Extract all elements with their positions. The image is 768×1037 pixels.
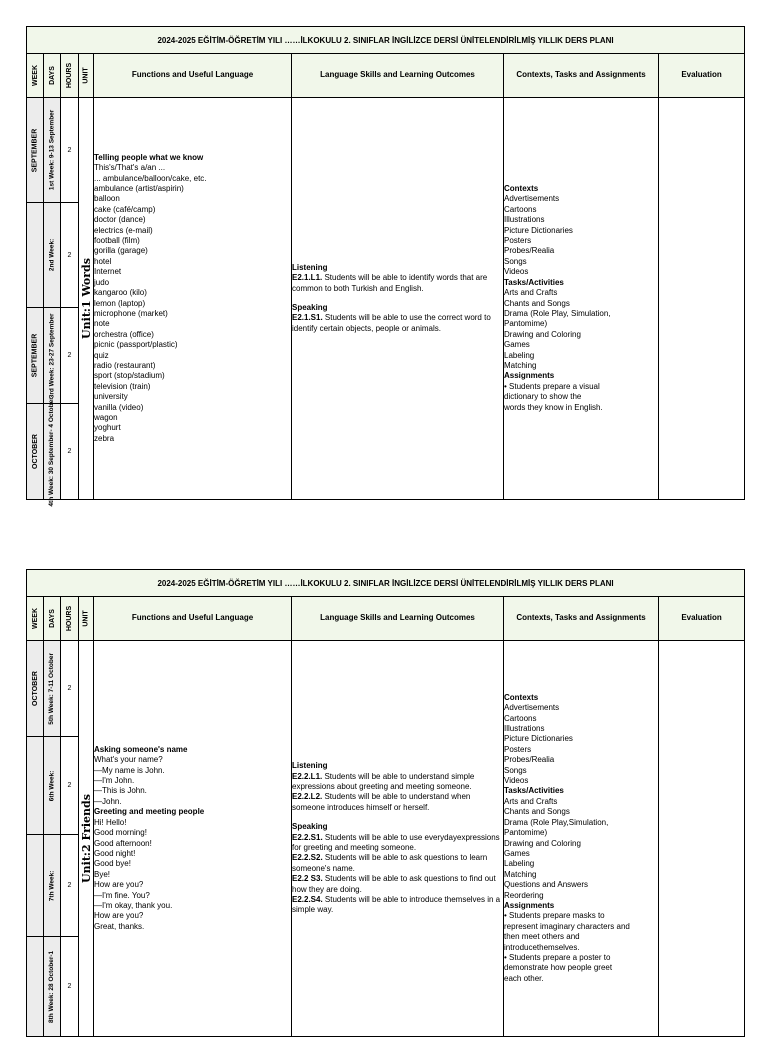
learning-outcome [292, 273, 503, 294]
evaluation-header: Evaluation [681, 613, 722, 623]
week-dates: 4th Week: 30 September- 4 October [48, 396, 56, 507]
skills-header: Language Skills and Learning Outcomes [320, 613, 475, 623]
content-line: radio (restaurant) [94, 360, 156, 370]
content-line: hotel [94, 256, 112, 266]
content-line: Cartoons [504, 713, 537, 723]
content-line: note [94, 319, 110, 329]
hours-value: 2 [61, 937, 79, 1037]
outcome-text: Students will be able to introduce themselves in a simple way. [292, 895, 501, 915]
functions-cell [94, 98, 292, 500]
outcome-code: E2.1.L1. [292, 273, 323, 283]
content-line: Videos [504, 267, 529, 277]
learning-outcome [292, 792, 503, 813]
content-line: microphone (market) [94, 308, 168, 318]
unit-header: UNIT [82, 610, 90, 627]
spacer [292, 294, 503, 303]
content-line: represent imaginary characters and [504, 921, 630, 931]
content-line: demonstrate how people greet [504, 963, 613, 973]
content-line: Matching [504, 869, 537, 879]
week-dates: 3rd Week: 23-27 September [48, 313, 56, 398]
functions-cell [94, 641, 292, 1037]
section-heading: Contexts [504, 184, 539, 194]
content-line: Drama (Role Play,Simulation, [504, 817, 609, 827]
hours-value: 2 [61, 203, 79, 308]
content-line: Advertisements [504, 703, 560, 713]
content-line: —My name is John. [94, 765, 165, 775]
hours-value: 2 [61, 737, 79, 835]
content-line: Games [504, 340, 530, 350]
plan-title: 2024-2025 EĞİTİM-ÖĞRETİM YILI ……İLKOKULU 2. SINIFLAR İNGİLİZCE DERSİ ÜNİTELENDİRİLMİŞ YILLIK DERS PLANI [27, 27, 745, 54]
section-heading: Contexts [504, 692, 539, 702]
spacer [292, 813, 503, 822]
functions-header: Functions and Useful Language [131, 70, 254, 80]
content-line: Pantomime) [504, 319, 548, 329]
content-line: Videos [504, 776, 529, 786]
learning-outcome [292, 772, 503, 793]
content-line: Bye! [94, 869, 111, 879]
content-line: each other. [504, 973, 544, 983]
content-line: —I'm John. [94, 776, 135, 786]
learning-outcome [292, 874, 503, 895]
content-line: yoghurt [94, 423, 121, 433]
section-heading: Tasks/Activities [504, 277, 564, 287]
content-line: Reordering [504, 890, 544, 900]
content-line: doctor (dance) [94, 215, 146, 225]
content-line: then meet others and [504, 932, 580, 942]
content-line: television (train) [94, 381, 151, 391]
outcome-code: E2.2.S2. [292, 853, 323, 863]
content-line: Labeling [504, 859, 535, 869]
learning-outcome [292, 853, 503, 874]
unit-title: Unit:2 Friends [79, 794, 93, 883]
content-line: Questions and Answers [504, 880, 589, 890]
content-line: —I'm okay, thank you. [94, 900, 173, 910]
section-heading: Telling people what we know [94, 152, 204, 162]
content-line: Advertisements [504, 194, 560, 204]
content-line: Arts and Crafts [504, 796, 558, 806]
outcome-code: E2.2 S3. [292, 874, 323, 884]
content-line: Probes/Realia [504, 755, 555, 765]
evaluation-cell [659, 98, 745, 500]
content-line: ... ambulance/balloon/cake, etc. [94, 173, 207, 183]
content-line: Internet [94, 267, 122, 277]
functions-header: Functions and Useful Language [131, 613, 254, 623]
month-label: SEPTEMBER [31, 128, 39, 172]
skill-heading: Speaking [292, 303, 328, 312]
week-header: WEEK [31, 608, 39, 629]
unit-header: UNIT [82, 67, 90, 84]
outcome-code: E2.2.L2. [292, 792, 323, 802]
hours-value: 2 [61, 404, 79, 500]
content-line: Chants and Songs [504, 298, 570, 308]
outcome-text: Students will be able to understand simple expressions about greeting and meeting someone. [292, 771, 475, 791]
month-label: SEPTEMBER [31, 333, 39, 378]
content-line: Illustrations [504, 215, 545, 225]
outcome-text: Students will be able to ask questions to learn someone's name. [292, 853, 488, 873]
content-line: Good night! [94, 848, 136, 858]
content-line: orchestra (office) [94, 329, 154, 339]
section-heading: Assignments [504, 900, 555, 910]
content-line: Songs [504, 256, 527, 266]
content-line: cake (café/camp) [94, 204, 156, 214]
content-line: gorilla (garage) [94, 246, 148, 256]
section-heading: Greeting and meeting people [94, 807, 205, 817]
skill-heading: Speaking [292, 822, 328, 832]
content-line: university [94, 392, 128, 402]
contexts-cell [504, 98, 659, 500]
week-dates: 8th Week: 28 October-1 [48, 950, 56, 1023]
content-line: Games [504, 848, 530, 858]
outcome-text: Students will be able to understand when someone introduces himself or herself. [292, 792, 471, 812]
skill-heading: Listening [292, 262, 328, 272]
outcome-text: Students will be able to identify words that are common to both Turkish and English. [292, 273, 488, 293]
section-heading: Assignments [504, 371, 555, 381]
evaluation-header: Evaluation [681, 70, 722, 80]
content-line: —I'm fine. You? [94, 890, 150, 900]
content-line: wagon [94, 412, 118, 422]
outcome-code: E2.2.L1. [292, 771, 323, 781]
plan-title: 2024-2025 EĞİTİM-ÖĞRETİM YILI ……İLKOKULU 2. SINIFLAR İNGİLİZCE DERSİ ÜNİTELENDİRİLMİŞ YILLIK DERS PLANI [27, 570, 745, 597]
outcome-code: E2.2.S4. [292, 895, 323, 905]
outcome-text: Students will be able to ask questions to find out how they are doing. [292, 874, 496, 894]
learning-outcome [292, 833, 503, 854]
content-line: Songs [504, 765, 527, 775]
content-line: Chants and Songs [504, 807, 570, 817]
section-heading: Tasks/Activities [504, 786, 564, 796]
week-header: WEEK [31, 65, 39, 86]
evaluation-cell [659, 641, 745, 1037]
hours-value: 2 [61, 835, 79, 937]
content-line: Drama (Role Play, Simulation, [504, 308, 611, 318]
content-line: electrics (e-mail) [94, 225, 153, 235]
content-line: How are you? [94, 911, 144, 921]
week-dates: 6th Week: [48, 770, 56, 801]
section-heading: Asking someone's name [94, 744, 188, 754]
content-line: lemon (laptop) [94, 298, 146, 308]
content-line: dictionary to show the [504, 392, 582, 402]
hours-value: 2 [61, 308, 79, 404]
content-line: Drawing and Coloring [504, 838, 581, 848]
content-line: • Students prepare masks to [504, 911, 605, 921]
content-line: Posters [504, 236, 532, 246]
content-line: vanilla (video) [94, 402, 144, 412]
content-line: —This is John. [94, 786, 147, 796]
content-line: What's your name? [94, 755, 163, 765]
content-line: sport (stop/stadium) [94, 371, 165, 381]
month-label: OCTOBER [31, 671, 39, 706]
content-line: How are you? [94, 880, 144, 890]
content-line: Illustrations [504, 724, 545, 734]
week-dates: 5th Week: 7-11 October [48, 652, 56, 725]
contexts-cell [504, 641, 659, 1037]
content-line: football (film) [94, 236, 140, 246]
content-line: Arts and Crafts [504, 288, 558, 298]
content-line: Pantomime) [504, 828, 548, 838]
hours-header: HOURS [66, 62, 73, 89]
content-line: judo [94, 277, 110, 287]
content-line: • Students prepare a visual [504, 381, 600, 391]
content-line: Good morning! [94, 828, 147, 838]
content-line: Picture Dictionaries [504, 734, 573, 744]
content-line: Drawing and Coloring [504, 329, 581, 339]
learning-outcome [292, 895, 503, 916]
content-line: words they know in English. [504, 402, 603, 412]
content-line: Labeling [504, 350, 535, 360]
week-dates: 2nd Week: [48, 238, 56, 272]
content-line: This's/That's a/an ... [94, 163, 166, 173]
content-line: Picture Dictionaries [504, 225, 573, 235]
content-line: picnic (passport/plastic) [94, 340, 178, 350]
month-label: OCTOBER [31, 434, 39, 469]
unit-title: Unit:1 Words [79, 258, 93, 339]
outcome-text: Students will be able to use the correct word to identify certain objects, people or animals. [292, 313, 491, 333]
hours-value: 2 [61, 98, 79, 203]
content-line: Cartoons [504, 204, 537, 214]
plan-table-2 [26, 569, 745, 1037]
outcome-code: E2.1.S1. [292, 313, 323, 323]
content-line: ambulance (artist/aspirin) [94, 184, 184, 194]
contexts-header: Contexts, Tasks and Assignments [516, 70, 646, 80]
content-line: Hi! Hello! [94, 817, 127, 827]
outcome-text: Students will be able to use everydayexpressions for greeting and meeting someone. [292, 832, 500, 852]
content-line: balloon [94, 194, 120, 204]
content-line: kangaroo (kilo) [94, 288, 147, 298]
skill-heading: Listening [292, 761, 328, 771]
content-line: Matching [504, 360, 537, 370]
content-line: introducethemselves. [504, 942, 580, 952]
hours-value: 2 [61, 641, 79, 737]
week-dates: 7th Week: [48, 870, 56, 901]
content-line: —John. [94, 796, 122, 806]
days-header: DAYS [48, 609, 56, 628]
skills-cell [292, 641, 504, 1037]
content-line: Good bye! [94, 859, 131, 869]
week-dates: 1st Week: 9-13 September [48, 109, 56, 191]
plan-table-1 [26, 26, 745, 507]
outcome-code: E2.2.S1. [292, 832, 323, 842]
contexts-header: Contexts, Tasks and Assignments [516, 613, 646, 623]
content-line: zebra [94, 433, 115, 443]
content-line: Posters [504, 744, 532, 754]
content-line: quiz [94, 350, 109, 360]
content-line: Probes/Realia [504, 246, 555, 256]
learning-outcome [292, 313, 503, 334]
content-line: Good afternoon! [94, 838, 152, 848]
hours-header: HOURS [66, 605, 73, 632]
content-line: • Students prepare a poster to [504, 952, 611, 962]
content-line: Great, thanks. [94, 921, 145, 931]
skills-header: Language Skills and Learning Outcomes [320, 70, 475, 80]
skills-cell [292, 98, 504, 500]
days-header: DAYS [48, 66, 56, 85]
